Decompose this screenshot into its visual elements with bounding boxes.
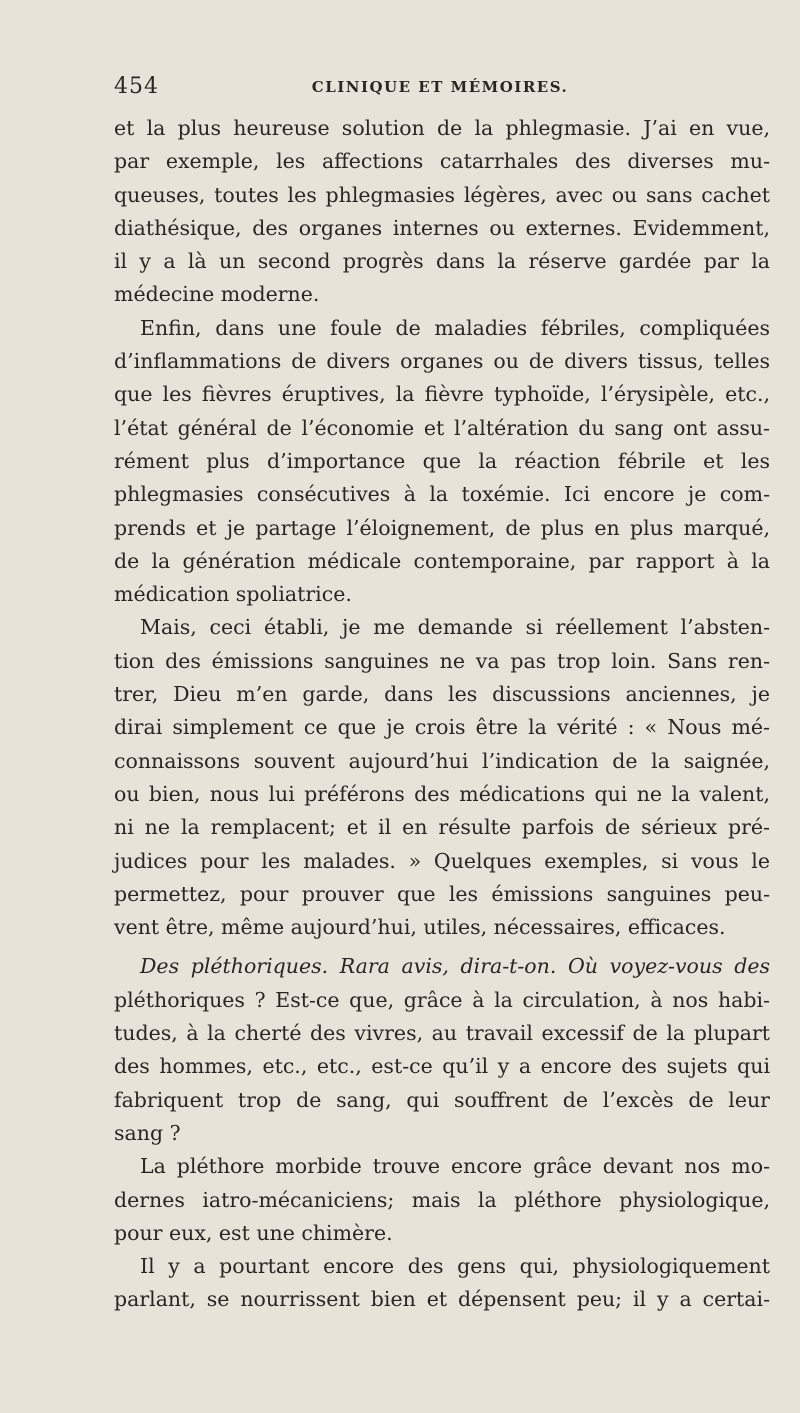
text-line: ni ne la remplacent; et il en résulte parfois de sérieux pré- [114, 815, 770, 840]
text-line: permettez, pour prouver que les émissions sanguines peu- [114, 881, 770, 906]
text-line: Des pléthoriques. Rara avis, dira-t-on. Où voyez-vous des [140, 954, 770, 979]
text-line: rément plus d’importance que la réaction fébrile et les [114, 448, 770, 473]
text-line: parlant, se nourrissent bien et dépensent peu; il y a certai- [114, 1287, 770, 1312]
text-line: par exemple, les affections catarrhales des diverses mu- [114, 149, 770, 174]
text-line: tudes, à la cherté des vivres, au travail excessif de la plupart [114, 1021, 770, 1046]
text-line: Enfin, dans une foule de maladies fébriles, compliquées [140, 315, 770, 340]
text-line: il y a là un second progrès dans la réserve gardée par la [114, 249, 770, 274]
text-line: queuses, toutes les phlegmasies légères, avec ou sans cachet [114, 182, 770, 207]
page-header [114, 74, 766, 108]
running-title: CLINIQUE ET MÉMOIRES. [311, 78, 569, 96]
text-line: Mais, ceci établi, je me demande si réellement l’absten- [140, 615, 770, 640]
text-line: tion des émissions sanguines ne va pas trop loin. Sans ren- [114, 648, 770, 673]
text-line: que les fièvres éruptives, la fièvre typhoïde, l’érysipèle, etc., [114, 382, 770, 407]
text-line: ou bien, nous lui préférons des médications qui ne la valent, [114, 781, 770, 806]
page-number: 454 [114, 74, 159, 99]
text-line: phlegmasies consécutives à la toxémie. Ici encore je com- [114, 482, 770, 507]
body-text [114, 112, 770, 1317]
text-line: fabriquent trop de sang, qui souffrent de l’excès de leur [114, 1087, 770, 1112]
text-line: médecine moderne. [114, 282, 320, 307]
text-line: vent être, même aujourd’hui, utiles, nécessaires, efficaces. [114, 915, 726, 940]
text-line: médication spoliatrice. [114, 582, 352, 607]
text-line: l’état général de l’économie et l’altération du sang ont assu- [114, 415, 770, 440]
text-line: La pléthore morbide trouve encore grâce devant nos mo- [140, 1154, 770, 1179]
text-line: trer, Dieu m’en garde, dans les discussions anciennes, je [114, 682, 770, 707]
text-line: diathésique, des organes internes ou externes. Evidemment, [114, 215, 770, 240]
text-line: de la génération médicale contemporaine, par rapport à la [114, 548, 770, 573]
text-line: dirai simplement ce que je crois être la vérité : « Nous mé- [114, 715, 770, 740]
text-line: pléthoriques ? Est-ce que, grâce à la circulation, à nos habi- [114, 987, 770, 1012]
text-line: dernes iatro-mécaniciens; mais la pléthore physiologique, [114, 1187, 770, 1212]
text-line: pour eux, est une chimère. [114, 1220, 393, 1245]
text-line: sang ? [114, 1120, 181, 1145]
text-line: prends et je partage l’éloignement, de plus en plus marqué, [114, 515, 770, 540]
text-line: connaissons souvent aujourd’hui l’indication de la saignée, [114, 748, 770, 773]
text-line: des hommes, etc., etc., est-ce qu’il y a encore des sujets qui [114, 1054, 770, 1079]
text-line: Il y a pourtant encore des gens qui, physiologiquement [140, 1254, 770, 1279]
text-line: d’inflammations de divers organes ou de divers tissus, telles [114, 349, 770, 374]
text-line: et la plus heureuse solution de la phlegmasie. J’ai en vue, [114, 116, 770, 140]
text-line: judices pour les malades. » Quelques exemples, si vous le [114, 848, 770, 873]
